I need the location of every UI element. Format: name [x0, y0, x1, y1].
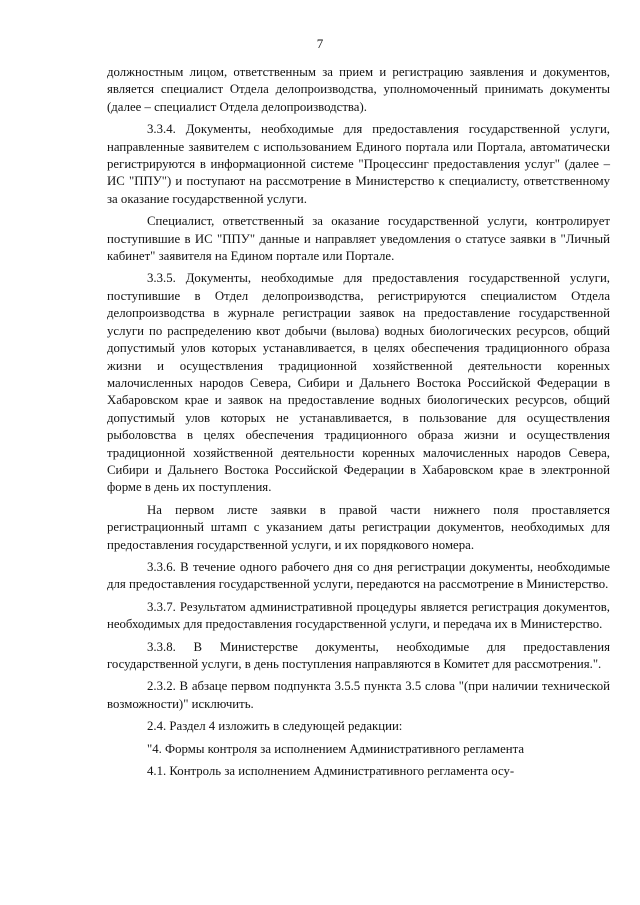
paragraph: 3.3.6. В течение одного рабочего дня со дня регистрации документы, необходимые для предоставления государственной услуги, передаются на рассмотрение в Министерство. [107, 559, 610, 592]
paragraph: 2.4. Раздел 4 изложить в следующей редакции: [147, 719, 403, 734]
paragraph: 3.3.4. Документы, необходимые для предоставления государственной услуги, направленные заявителем с использованием Единого портала или Портала, автоматически регистрируются в информационной системе "Процессинг предоставления услуг" (далее – ИС "ППУ") и поступают на рассмотрение в Министерство к специалисту, ответственному за оказание государственной услуги. [107, 122, 610, 206]
page-number: 7 [316, 36, 324, 51]
paragraph: 2.3.2. В абзаце первом подпункта 3.5.5 пункта 3.5 слова "(при наличии технической возможности)" исключить. [107, 679, 610, 711]
section-heading: "4. Формы контроля за исполнением Административного регламента [147, 741, 525, 756]
paragraph: 4.1. Контроль за исполнением Административного регламента осу- [147, 764, 515, 779]
paragraph: 3.3.5. Документы, необходимые для предоставления государственной услуги, поступившие в Отдел делопроизводства, регистрируются специалистом Отдела делопроизводства в журнале регистрации заявок на предоставление государственной услуги по распределению квот добычи (вылова) водных биологических ресурсов, общий допустимый улов которых устанавливается, в целях обеспечения традиционного образа жизни и осуществления традиционной хозяйственной деятельности коренных малочисленных народов Севера, Сибири и Дальнего Востока Российской Федерации в Хабаровском крае и заявок на предоставление водных биологических ресурсов, общий допустимый улов которых не устанавливается, в пользование для осуществления рыболовства в целях обеспечения традиционного образа жизни и осуществления традиционной хозяйственной деятельности коренных малочисленных народов Севера, Сибири и Дальнего Востока Российской Федерации в Хабаровском крае в электронной форме в день их поступления. [107, 271, 610, 495]
paragraph: должностным лицом, ответственным за прием и регистрацию заявления и документов, является специалист Отдела делопроизводства, уполномоченный принимать документы (далее – специалист Отдела делопроизводства). [107, 65, 610, 114]
paragraph: Специалист, ответственный за оказание государственной услуги, контролирует поступившие в ИС "ППУ" данные и направляет уведомления о статусе заявки в "Личный кабинет" заявителя на Едином портале или Портале. [107, 214, 610, 264]
paragraph: 3.3.8. В Министерстве документы, необходимые для предоставления государственной услуги, в день поступления направляются в Комитет для рассмотрения.". [107, 639, 610, 671]
paragraph: 3.3.7. Результатом административной процедуры является регистрация документов, необходимых для предоставления государственной услуги, и передача их в Министерство. [107, 599, 610, 632]
document-body [107, 64, 610, 785]
paragraph: На первом листе заявки в правой части нижнего поля проставляется регистрационный штамп с указанием даты регистрации документов, необходимых для предоставления государственной услуги, и их порядкового номера. [107, 502, 610, 552]
